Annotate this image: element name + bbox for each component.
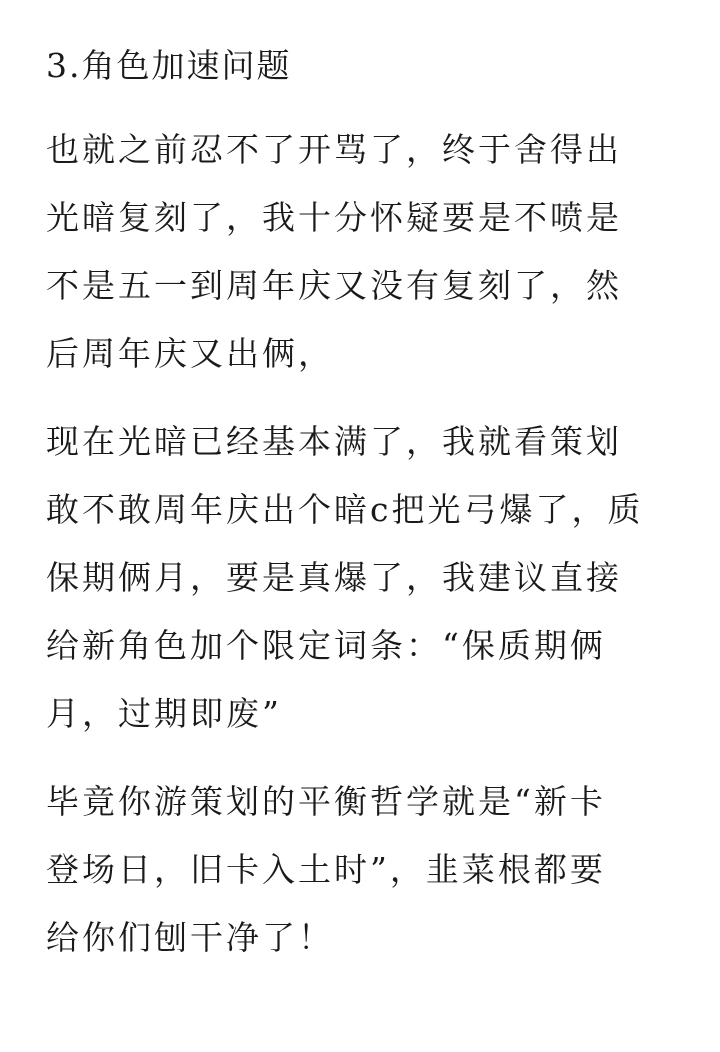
paragraph-3 — [46, 768, 676, 972]
paragraph-line: 光暗复刻了，我十分怀疑要是不喷是 — [46, 198, 622, 237]
paragraph-1 — [46, 116, 676, 388]
paragraph-line: 月，过期即废” — [46, 694, 282, 733]
paragraph-line: 也就之前忍不了开骂了，终于舍得出 — [46, 130, 622, 169]
paragraph-line: 不是五一到周年庆又没有复刻了，然 — [46, 266, 622, 305]
paragraph-line: 保期俩月，要是真爆了，我建议直接 — [46, 558, 622, 597]
paragraph-2 — [46, 408, 676, 748]
paragraph-line: 给你们刨干净了！ — [46, 918, 334, 957]
paragraph-line: 现在光暗已经基本满了，我就看策划 — [46, 422, 622, 461]
paragraph-line: 毕竟你游策划的平衡哲学就是“新卡 — [46, 782, 606, 821]
article-body — [46, 40, 676, 972]
paragraph-line: 后周年庆又出俩， — [46, 334, 334, 373]
paragraph-line: 敢不敢周年庆出个暗c把光弓爆了，质 — [46, 490, 644, 529]
paragraph-line: 登场日，旧卡入土时”，韭菜根都要 — [46, 850, 606, 889]
paragraph-line: 给新角色加个限定词条：“保质期俩 — [46, 626, 606, 665]
section-heading: 3.角色加速问题 — [46, 46, 292, 85]
